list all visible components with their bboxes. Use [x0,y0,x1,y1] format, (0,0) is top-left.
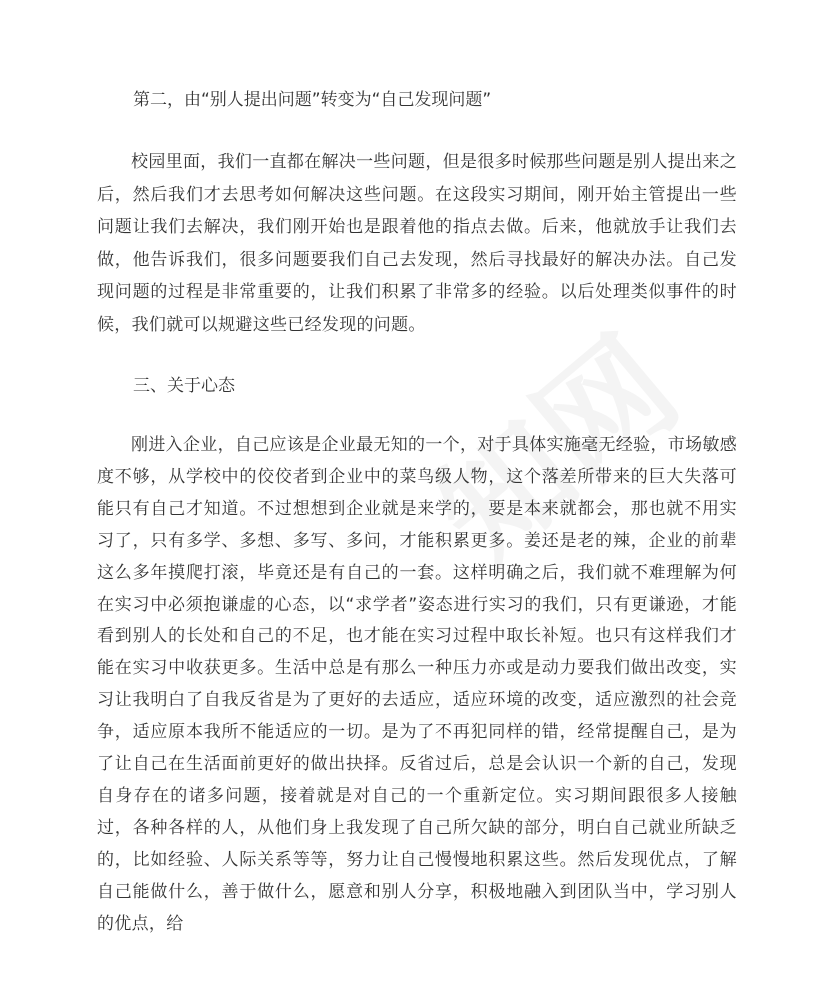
section-heading-3: 三、关于心态 [133,376,235,396]
section-paragraph-3: 刚进入企业，自己应该是企业最无知的一个，对于具体实施毫无经验，市场敏感度不够，从学校中的佼佼者到企业中的菜鸟级人物，这个落差所带来的巨大失落可能只有自己才知道。不过想想到企业就是来学的，要是本来就都会，那也就不用实习了，只有多学、多想、多写、多问，才能积累更多。姜还是老的辣，企业的前辈这么多年摸爬打滚，毕竟还是有自己的一套。这样明确之后，我们就不难理解为何在实习中必须抱谦虚的心态，以“求学者”姿态进行实习的我们，只有更谦逊，才能看到别人的长处和自己的不足，也才能在实习过程中取长补短。也只有这样我们才能在实习中收获更多。生活中总是有那么一种压力亦或是动力要我们做出改变，实习让我明白了自我反省是为了更好的去适应，适应环境的改变，适应激烈的社会竞争，适应原本我所不能适应的一切。是为了不再犯同样的错，经常提醒自己，是为了让自己在生活面前更好的做出抉择。反省过后，总是会认识一个新的自己，发现自身存在的诸多问题，接着就是对自己的一个重新定位。实习期间跟很多人接触过，各种各样的人，从他们身上我发现了自己所欠缺的部分，明白自己就业所缺乏的，比如经验、人际关系等等，努力让自己慢慢地积累这些。然后发现优点，了解自己能做什么，善于做什么，愿意和别人分享，积极地融入到团队当中，学习别人的优点，给 [97,435,737,934]
section-paragraph-2: 校园里面，我们一直都在解决一些问题，但是很多时候那些问题是别人提出来之后，然后我们才去思考如何解决这些问题。在这段实习期间，刚开始主管提出一些问题让我们去解决，我们刚开始也是跟着他的指点去做。后来，他就放手让我们去做，他告诉我们，很多问题要我们自己去发现，然后寻找最好的解决办法。自己发现问题的过程是非常重要的，让我们积累了非常多的经验。以后处理类似事件的时候，我们就可以规避这些已经发现的问题。 [97,152,737,335]
section-heading-2: 第二，由“别人提出问题”转变为“自己发现问题” [133,90,492,110]
